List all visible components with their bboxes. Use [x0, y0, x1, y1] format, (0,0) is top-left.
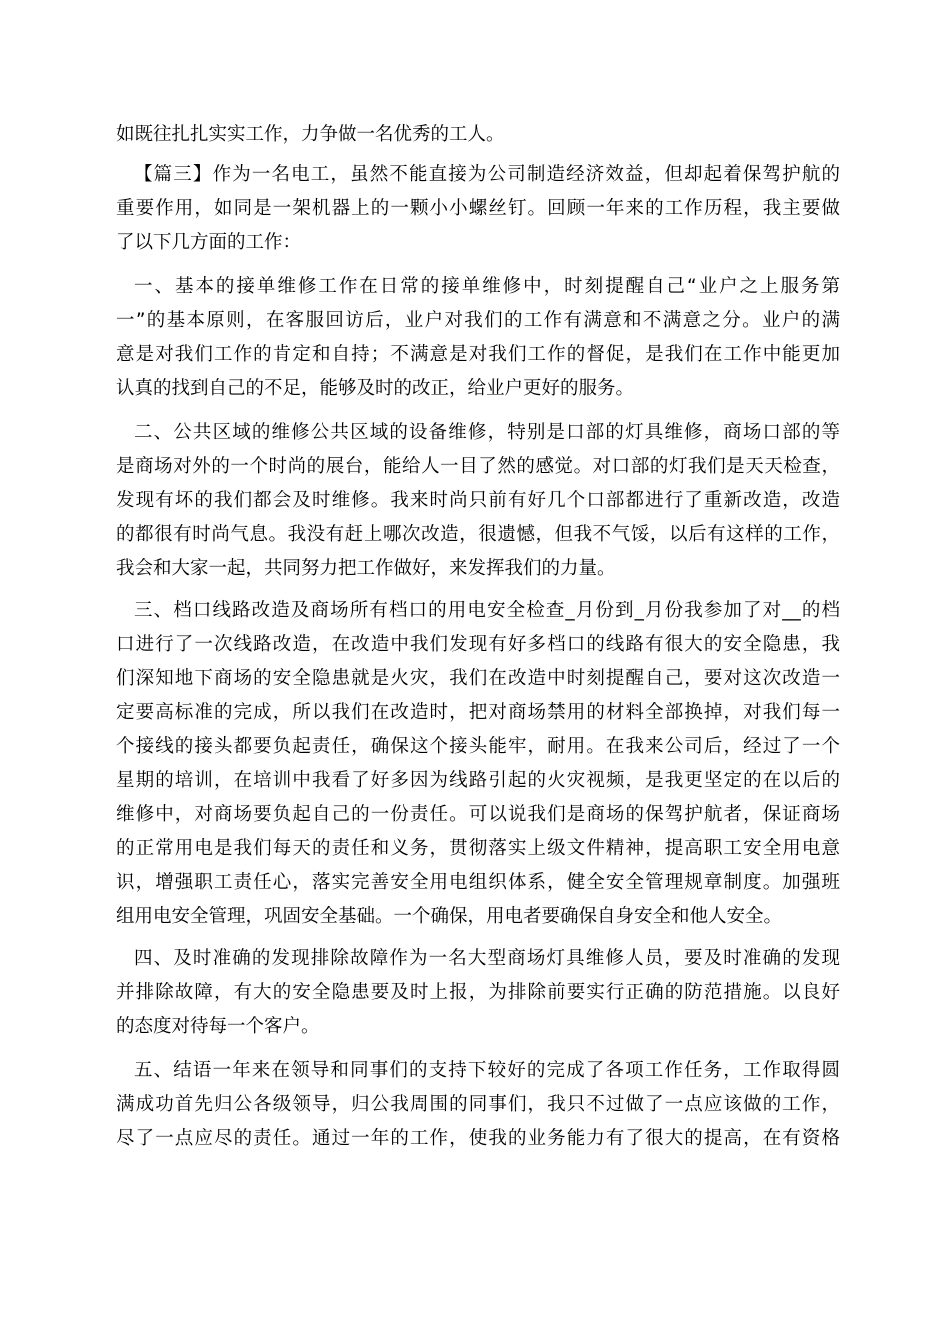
text-line: 的态度对待每一个客户。: [116, 1016, 320, 1037]
text-line: 维修中，对商场要负起自己的一份责任。可以说我们是商场的保驾护航者，保证商场: [116, 804, 840, 825]
text-line: 意是对我们工作的肯定和自持；不满意是对我们工作的督促，是我们在工作中能更加: [116, 344, 840, 365]
text-line: 我会和大家一起，共同努力把工作做好，来发挥我们的力量。: [116, 558, 616, 579]
text-line: 并排除故障，有大的安全隐患要及时上报，为排除前要实行正确的防范措施。以良好: [116, 982, 840, 1003]
text-line: 组用电安全管理，巩固安全基础。一个确保，用电者要确保自身安全和他人安全。: [116, 906, 783, 927]
text-line: 满成功首先归公各级领导，归公我周围的同事们，我只不过做了一点应该做的工作，: [116, 1094, 840, 1115]
text-line: 是商场对外的一个时尚的展台，能给人一目了然的感觉。对口部的灯我们是天天检查，: [116, 456, 840, 477]
text-line: 口进行了一次线路改造，在改造中我们发现有好多档口的线路有很大的安全隐患，我: [116, 634, 840, 655]
text-line: 发现有坏的我们都会及时维修。我来时尚只前有好几个口部都进行了重新改造，改造: [116, 490, 840, 511]
text-line: 个接线的接头都要负起责任，确保这个接头能牢，耐用。在我来公司后，经过了一个: [116, 736, 840, 757]
text-line: 了以下几方面的工作：: [116, 232, 302, 253]
text-line: 如既往扎扎实实工作，力争做一名优秀的工人。: [116, 124, 505, 145]
text-line: 三、档口线路改造及商场所有档口的用电安全检查_月份到_月份我参加了对__的档: [134, 600, 840, 621]
text-line: 识，增强职工责任心，落实完善安全用电组织体系，健全安全管理规章制度。加强班: [116, 872, 840, 893]
text-line: 定要高标准的完成，所以我们在改造时，把对商场禁用的材料全部换掉，对我们每一: [116, 702, 840, 723]
text-line: 二、公共区域的维修公共区域的设备维修，特别是口部的灯具维修，商场口部的等: [134, 422, 840, 443]
text-line: 【篇三】作为一名电工，虽然不能直接为公司制造经济效益，但却起着保驾护航的: [134, 164, 840, 185]
text-line: 认真的找到自己的不足，能够及时的改正，给业户更好的服务。: [116, 378, 635, 399]
text-line: 四、及时准确的发现排除故障作为一名大型商场灯具维修人员，要及时准确的发现: [134, 948, 840, 969]
text-line: 的正常用电是我们每天的责任和义务，贯彻落实上级文件精神，提高职工安全用电意: [116, 838, 840, 859]
text-line: 五、结语一年来在领导和同事们的支持下较好的完成了各项工作任务，工作取得圆: [134, 1060, 840, 1081]
text-line: 一”的基本原则，在客服回访后，业户对我们的工作有满意和不满意之分。业户的满: [116, 310, 840, 331]
text-line: 尽了一点应尽的责任。通过一年的工作，使我的业务能力有了很大的提高，在有资格: [116, 1128, 840, 1149]
text-line: 星期的培训，在培训中我看了好多因为线路引起的火灾视频，是我更坚定的在以后的: [116, 770, 840, 791]
text-line: 们深知地下商场的安全隐患就是火灾，我们在改造中时刻提醒自己，要对这次改造一: [116, 668, 840, 689]
text-line: 一、基本的接单维修工作在日常的接单维修中，时刻提醒自己“业户之上服务第: [134, 276, 840, 297]
text-line: 的都很有时尚气息。我没有赶上哪次改造，很遗憾，但我不气馁，以后有这样的工作，: [116, 524, 840, 545]
text-line: 重要作用，如同是一架机器上的一颗小小螺丝钉。回顾一年来的工作历程，我主要做: [116, 198, 840, 219]
